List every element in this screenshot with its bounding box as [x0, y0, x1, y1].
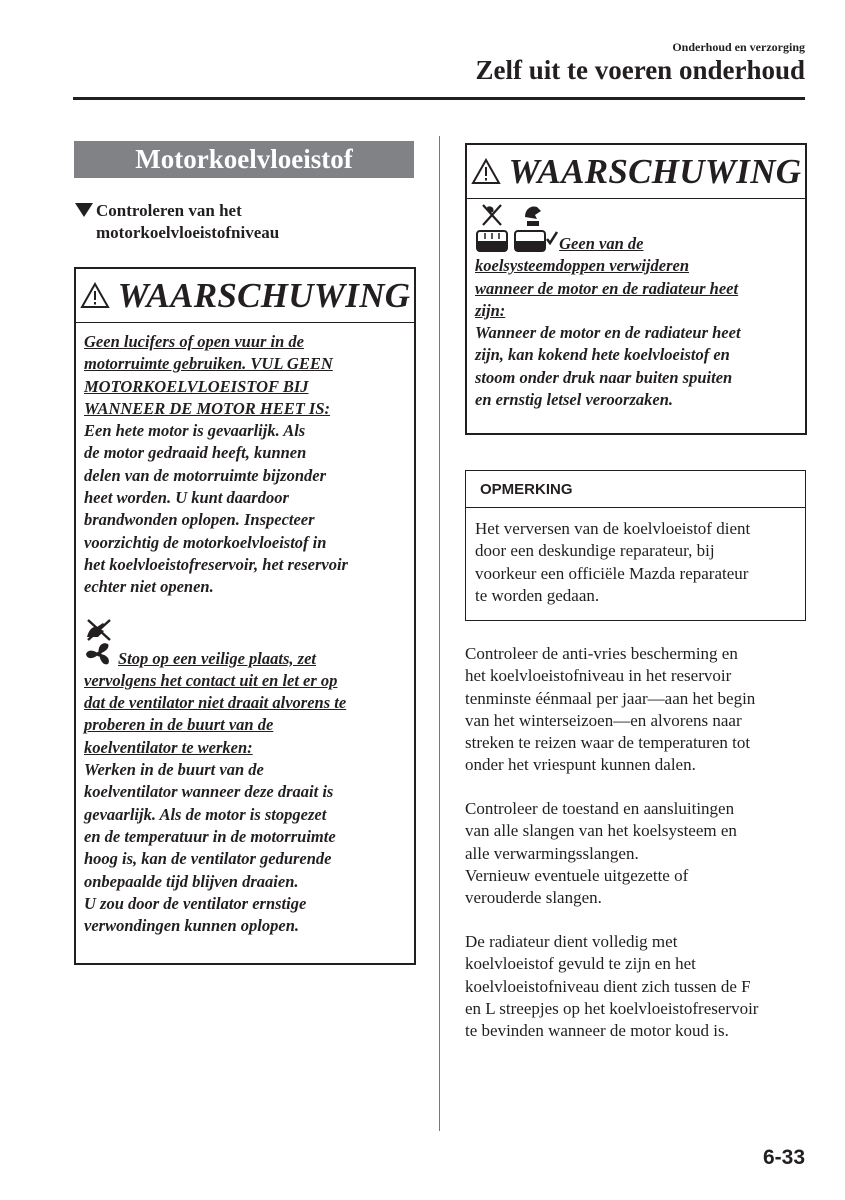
warning-line: vervolgens het contact uit en let er op [84, 670, 338, 690]
column-divider [439, 136, 440, 1131]
warning-line: koelventilator wanneer deze draait is [84, 782, 334, 802]
paragraph-line: streken te reizen waar de temperaturen tot [465, 733, 751, 753]
paragraph-line: van alle slangen van het koelsysteem en [465, 821, 737, 841]
warning-line: zijn: [475, 300, 506, 320]
warning-line: heet worden. U kunt daardoor [84, 488, 289, 508]
note-line: voorkeur een officiële Mazda reparateur [475, 563, 749, 583]
note-line: te worden gedaan. [475, 585, 600, 605]
warning-line: stoom onder druk naar buiten spuiten [475, 367, 733, 387]
warning-line: echter niet openen. [84, 577, 214, 597]
note-line: Het verversen van de koelvloeistof dient [475, 519, 751, 538]
warning-line: voorzichtig de motorkoelvloeistof in [84, 532, 327, 552]
warning-line: motorruimte gebruiken. VUL GEEN [84, 354, 333, 374]
paragraph-line: Vernieuw eventuele uitgezette of [465, 865, 689, 885]
page-number: 6-33 [762, 1146, 805, 1169]
no-hand-cap-icon [475, 203, 509, 229]
cap-icons-row [475, 205, 797, 229]
warning-line: en ernstig letsel veroorzaken. [475, 390, 673, 410]
warning-header [76, 269, 414, 323]
warning-line: onbepaalde tijd blijven draaien. [84, 871, 299, 891]
paragraph-line: Controleer de toestand en aansluitingen [465, 799, 735, 818]
warning-line: Een hete motor is gevaarlijk. Als [84, 421, 306, 441]
paragraph-line: te bevinden wanneer de motor koud is. [465, 1021, 729, 1041]
warning-box-1 [74, 267, 416, 965]
paragraph-line: verouderde slangen. [465, 888, 602, 908]
page-title: Zelf uit te voeren onderhoud [475, 55, 805, 85]
paragraph-line: De radiateur dient volledig met [465, 932, 678, 951]
warning-triangle-icon [80, 282, 110, 309]
warning-line: U zou door de ventilator ernstige [84, 893, 307, 913]
paragraph-line: Controleer de anti-vries bescherming en [465, 644, 738, 663]
paragraph-radiator [465, 931, 810, 1042]
triangle-down-icon [75, 203, 93, 217]
sub-heading-line1: Controleren van het [96, 201, 242, 220]
header-rule [73, 97, 805, 100]
note-title: OPMERKING [466, 471, 805, 508]
sub-heading [75, 200, 415, 244]
warning-triangle-icon [471, 158, 501, 185]
warning-line: wanneer de motor en de radiateur heet [475, 278, 739, 298]
warning-body [467, 199, 805, 411]
warning-line: en de temperatuur in de motorruimte [84, 826, 336, 846]
warning-line: koelsysteemdoppen verwijderen [475, 256, 690, 276]
paragraph-line: van het winterseizoen—en alvorens naar [465, 710, 742, 730]
section-banner: Motorkoelvloeistof [74, 141, 414, 178]
no-hands-icon-row [84, 617, 406, 641]
paragraph-line: het koelvloeistofniveau in het reservoir [465, 666, 732, 686]
cool-reservoir-check-icon [513, 229, 559, 253]
warning-header [467, 145, 805, 199]
note-body [466, 508, 805, 607]
note-line: door een deskundige reparateur, bij [475, 541, 715, 561]
warning-body [76, 323, 414, 937]
warning-line: MOTORKOELVLOEISTOF BIJ [84, 376, 309, 396]
warning-line: de motor gedraaid heeft, kunnen [84, 443, 307, 463]
paragraph-line: tenminste éénmaal per jaar—aan het begin [465, 688, 756, 708]
header-section-label: Onderhoud en verzorging [672, 40, 805, 54]
warning-line: verwondingen kunnen oplopen. [84, 916, 299, 936]
warning-line: zijn, kan kokend hete koelvloeistof en [475, 345, 730, 365]
paragraph-line: alle verwarmingsslangen. [465, 843, 639, 863]
paragraph-antifreeze [465, 643, 810, 777]
warning-line: dat de ventilator niet draait alvorens te [84, 693, 347, 713]
no-hands-icon [84, 617, 114, 643]
warning-line: Werken in de buurt van de [84, 760, 264, 780]
warning-title: WAARSCHUWING [508, 151, 802, 191]
fan-icon [84, 641, 114, 667]
warning-line: hoog is, kan de ventilator gedurende [84, 849, 332, 869]
note-box [465, 470, 806, 621]
paragraph-line: koelvloeistofniveau dient zich tussen de F [465, 976, 751, 996]
warning-line: Stop op een veilige plaats, zet [118, 648, 316, 668]
paragraph-line: en L streepjes op het koelvloeistofreservoir [465, 998, 759, 1018]
warning-line: delen van de motorruimte bijzonder [84, 465, 327, 485]
warning-line: proberen in de buurt van de [84, 715, 274, 735]
warning-line: Wanneer de motor en de radiateur heet [475, 323, 741, 343]
paragraph-line: onder het vriespunt kunnen dalen. [465, 755, 696, 775]
warning-line: koelventilator te werken: [84, 737, 253, 757]
sub-heading-line2: motorkoelvloeistofniveau [96, 223, 280, 242]
warning-line: brandwonden oplopen. Inspecteer [84, 510, 315, 530]
warning-line: het koelvloeistofreservoir, het reservoir [84, 554, 348, 574]
warning-line: Geen lucifers of open vuur in de [84, 332, 304, 351]
warning-title: WAARSCHUWING [117, 275, 411, 315]
warning-line: gevaarlijk. Als de motor is stopgezet [84, 804, 327, 824]
paragraph-hoses [465, 798, 810, 909]
hand-cap-icon [515, 203, 549, 229]
warning-box-2 [465, 143, 807, 435]
warning-line: WANNEER DE MOTOR HEET IS: [84, 398, 331, 418]
paragraph-line: koelvloeistof gevuld te zijn en het [465, 954, 696, 974]
hot-reservoir-icon [475, 229, 509, 253]
warning-line: Geen van de [559, 234, 644, 253]
